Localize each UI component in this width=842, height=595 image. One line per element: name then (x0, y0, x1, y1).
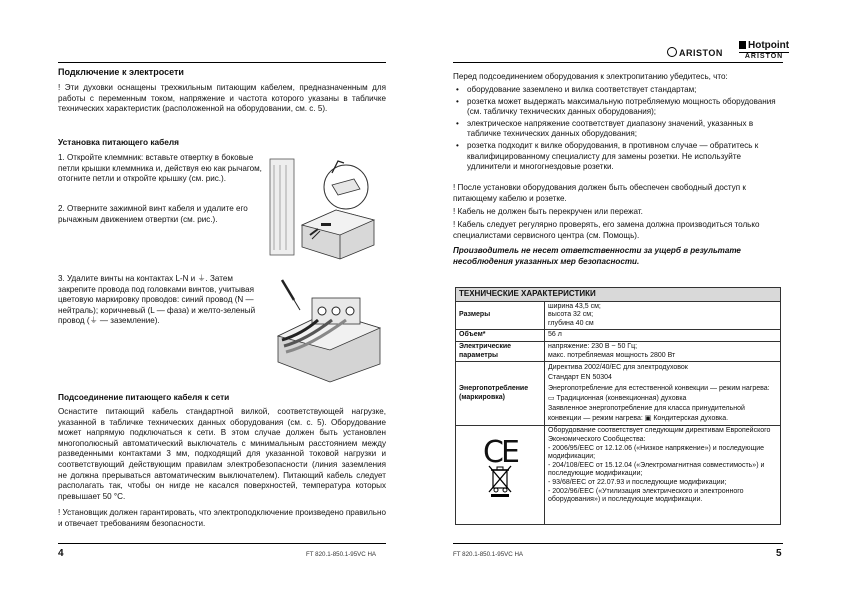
bottom-rule (58, 543, 386, 544)
page-number: 4 (58, 548, 64, 559)
list-item: • розетка может выдержать максимальную потребляемую мощность оборудования (см. табличку технических данных оборудования); (453, 97, 783, 118)
intro-paragraph: ! Эти духовки оснащены трехжильным питающим кабелем, предназначенным для работы с переменным током, напряжение и частота которого указаны в табличке технических характеристик (расположенной на оборудовании, см. с. 5). (58, 83, 386, 114)
wiring-illustration (268, 276, 386, 384)
net-paragraph: Оснастите питающий кабель стандартной вилкой, соответствующей нагрузке, указанной в табличке технических данных оборудования (см. с. 5). Оборудование может напрямую подключаться к сети. В этом случае должен быть установлен многополюсный автоматический выключатель с минимальным расстоянием между разведенными контактами 3 мм, подходящий для указанной токовой нагрузки и соответствующий действующим правилам электробезопасности (линия заземления не должна прерываться автоматическим выключателем). Питающий кабель следует располагать так, чтобы он нигде не касался поверхностей, температура которых превышает 50 °С. (58, 407, 386, 501)
terminal-block-illustration (266, 155, 386, 263)
table-row: Объем* 56 л (456, 330, 781, 342)
step-2: 2. Отверните зажимной винт кабеля и удалите его рычажным движением отвертки (см. рис.). (58, 204, 248, 224)
list-item: • розетка подходит к вилке оборудования, в противном случае — обратитесь к квалифицированному специалисту для замены розетки. Не используйте удлинители и многогнездовые розетки. (453, 141, 783, 173)
list-item: • оборудование заземлено и вилка соответствует стандартам; (453, 85, 783, 96)
cable-heading: Установка питающего кабеля (58, 137, 180, 147)
note-kink: ! Кабель не должен быть перекручен или пережат. (453, 207, 643, 216)
ariston-logo: ARISTON (667, 47, 723, 58)
footer-code: FT 820.1-850.1-95VC HA (453, 551, 524, 558)
table-row: CE Оборудование соответствует следующим директивам Европейского Экономического Сообщества: - 2006/95/ЕЕС от 12.12.06 («Низкое напряжение») и последующие модификации; - 204/108/ЕЕС от 15.12.04 («Электромагнитная совместимость») и последующие модификации; - 93/68/ЕЕС от 22.07.93 и последующие модификации; - 2002/96/ЕЕС («Утилизация электрического и электронного оборудования») и последующие модификации. (456, 426, 781, 525)
table-row: Электрические параметры напряжение: 230 В ~ 50 Гц; макс. потребляемая мощность 2800 Вт (456, 341, 781, 361)
footer-code: FT 820.1-850.1-95VC HA (306, 551, 377, 558)
page-number: 5 (776, 548, 782, 559)
hotpoint-logo: Hotpoint ARISTON (739, 40, 789, 60)
right-page (421, 0, 842, 595)
pre-connection-intro: Перед подсоединением оборудования к электропитанию убедитесь, что: (453, 72, 728, 81)
specs-table (455, 287, 781, 525)
table-title: ТЕХНИЧЕСКИЕ ХАРАКТЕРИСТИКИ (456, 288, 781, 302)
ariston-emblem-icon (667, 47, 677, 57)
weee-bin-icon (487, 464, 513, 498)
note-access: ! После установки оборудования должен быть обеспечен свободный доступ к питающему кабелю и розетке. (453, 183, 746, 203)
top-rule (453, 62, 783, 63)
liability-warning: Производитель не несет ответственности за ущерб в результате несоблюдения указанных мер безопасности. (453, 246, 741, 266)
table-row: Энергопотребление (маркировка) Директива 2002/40/ЕС для электродуховок Стандарт EN 50304 Энергопотребление для естественной конвекции — режим нагрева: ▭ Традиционная (конвекционная) духовка Заявленное энергопотребление для класса принудительной конвекции — режим нагрева: ▣ Кондитерская духовка. (456, 362, 781, 426)
step-1: 1. Откройте клеммник: вставьте отвертку в боковые петли крышки клеммника и, действуя ею как рычагом, отогните петли и откройте крышку (см. рис.). (58, 153, 262, 184)
checklist (453, 85, 783, 174)
list-item: • электрическое напряжение соответствует диапазону значений, указанных в табличке технических данных оборудования; (453, 119, 783, 140)
installer-note: ! Установщик должен гарантировать, что электроподключение произведено правильно и отвечает требованиям безопасности. (58, 508, 386, 528)
step-3: 3. Удалите винты на контактах L-N и ⏚. Затем закрепите провода под головками винтов, учитывая цветовую маркировку проводов: синий провод (N — нейтраль); коричневый (L — фаза) и желто-зеленый провод (⏚ — заземление). (58, 274, 256, 326)
hotpoint-emblem-icon (739, 41, 746, 49)
section-heading: Подключение к электросети (58, 67, 184, 77)
bottom-rule (453, 543, 783, 544)
note-service: ! Кабель следует регулярно проверять, его замена должна производиться только специалистами сервисного центра (см. Помощь). (453, 220, 760, 240)
net-heading: Подсоединение питающего кабеля к сети (58, 392, 230, 402)
top-rule (58, 62, 386, 63)
ce-mark-icon: CE (483, 435, 517, 471)
table-row: Размеры ширина 43,5 см; высота 32 см; глубина 40 см (456, 301, 781, 330)
